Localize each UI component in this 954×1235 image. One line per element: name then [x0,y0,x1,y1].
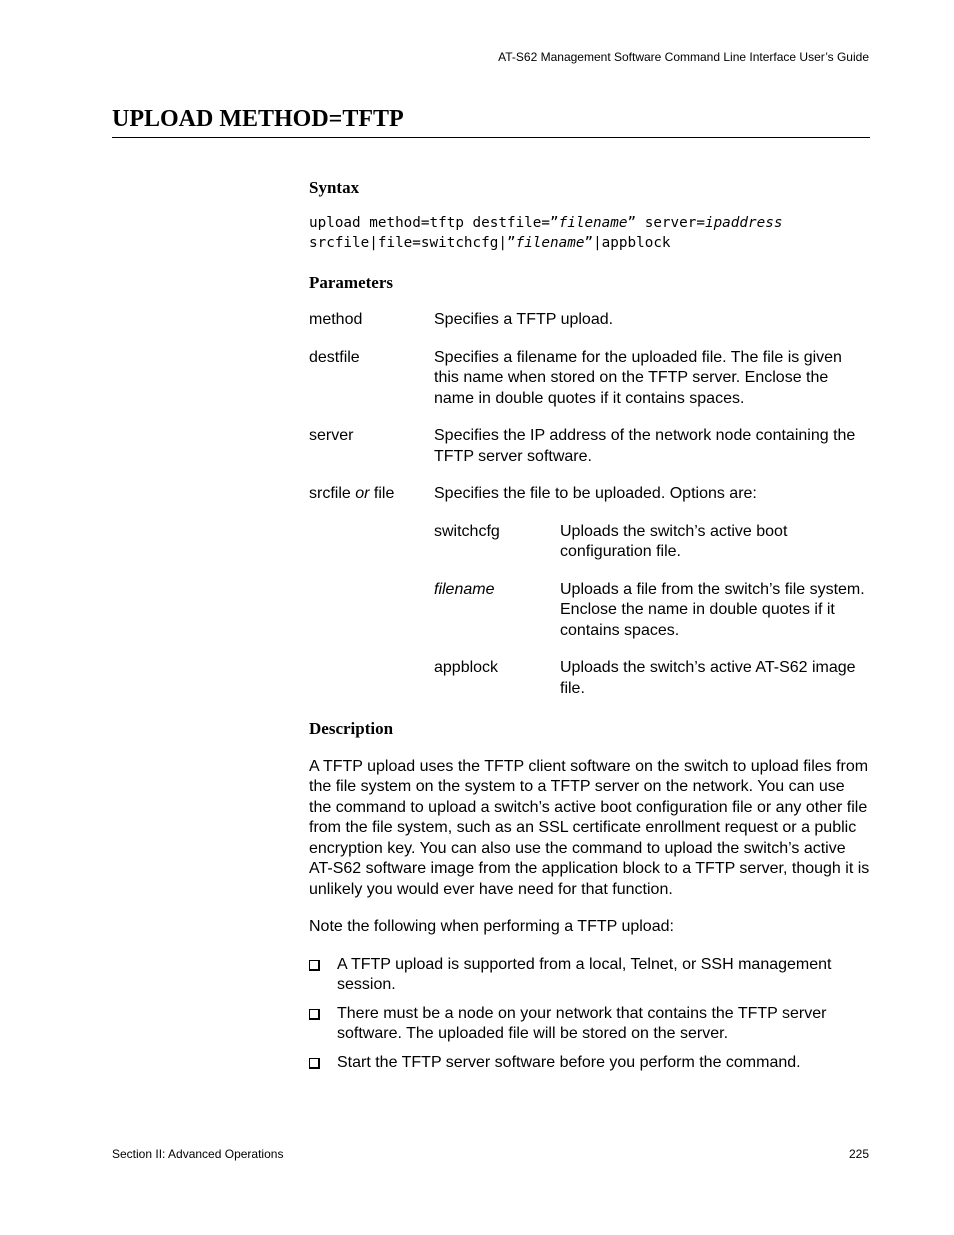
footer-section: Section II: Advanced Operations [112,1147,284,1161]
syntax-variable: ipaddress [704,214,783,231]
syntax-block [309,213,871,253]
param-desc: Specifies a TFTP upload. [434,311,614,328]
param-method [309,310,871,331]
syntax-text: upload method=tftp destfile=” [309,214,559,231]
checkbox-bullet-icon [309,960,320,971]
option-appblock [434,658,871,699]
srcfile-desc: Specifies the file to be uploaded. Options are: [434,485,757,502]
description-note-intro: Note the following when performing a TFTP upload: [309,918,674,935]
syntax-variable: filename [515,234,585,251]
option-name: switchcfg [434,522,500,540]
param-name: destfile [309,348,360,366]
param-server [309,426,871,467]
option-filename [434,580,871,642]
option-desc: Uploads a file from the switch’s file system. Enclose the name in double quotes if it contains spaces. [560,580,865,639]
syntax-text: srcfile|file=switchcfg|” [309,234,516,251]
param-desc: Specifies the IP address of the network node containing the TFTP server software. [434,427,856,465]
syntax-heading: Syntax [309,178,360,197]
list-item [309,955,871,996]
param-name-part: srcfile [309,485,356,502]
page-number: 225 [848,1147,869,1161]
syntax-text: ” server= [627,214,705,231]
list-item-text: There must be a node on your network that contains the TFTP server software. The uploaded file will be stored on the server. [337,1004,827,1042]
list-item [309,1053,871,1074]
content-body [309,178,871,1081]
list-item-text: Start the TFTP server software before you perform the command. [337,1053,801,1071]
syntax-variable: filename [558,214,628,231]
param-name: server [309,427,354,444]
option-switchcfg [434,522,871,563]
checkbox-bullet-icon [309,1009,320,1020]
option-name: filename [434,580,495,598]
param-desc: Specifies a filename for the uploaded file. The file is given this name when stored on the TFTP server. Enclose the name in double quotes if it contains spaces. [434,348,842,407]
notes-list [309,955,871,1074]
param-name [309,484,434,699]
checkbox-bullet-icon [309,1058,320,1069]
param-destfile [309,348,871,410]
param-name: method [309,311,363,328]
list-item-text: A TFTP upload is supported from a local, Telnet, or SSH management session. [337,955,832,993]
parameters-heading: Parameters [309,272,394,292]
description-heading: Description [309,719,394,738]
page-title: UPLOAD METHOD=TFTP [112,106,870,138]
syntax-line-1 [309,213,871,233]
param-name-or: or [355,485,370,502]
description-paragraph: A TFTP upload uses the TFTP client software on the switch to upload files from the file system on the system to a TFTP server on the network. You can use the command to upload a switch’s active boot configuration file or any other file from the file system, such as an SSL certificate enrollment request or a public encryption key. You can also use the command to upload the switch’s active AT-S62 software image from the application block to a TFTP server, though it is unlikely you would ever have need for that function. [309,757,870,898]
list-item [309,1004,871,1045]
param-name-part: file [369,485,395,502]
param-desc [434,484,871,699]
syntax-line-2 [309,233,871,253]
param-srcfile [309,484,871,699]
option-desc: Uploads the switch’s active boot configuration file. [560,522,788,560]
option-desc: Uploads the switch’s active AT-S62 image file. [560,659,856,697]
syntax-text: ”|appblock [584,234,671,251]
option-name: appblock [434,659,499,676]
running-header: AT-S62 Management Software Command Line Interface User’s Guide [498,50,869,64]
